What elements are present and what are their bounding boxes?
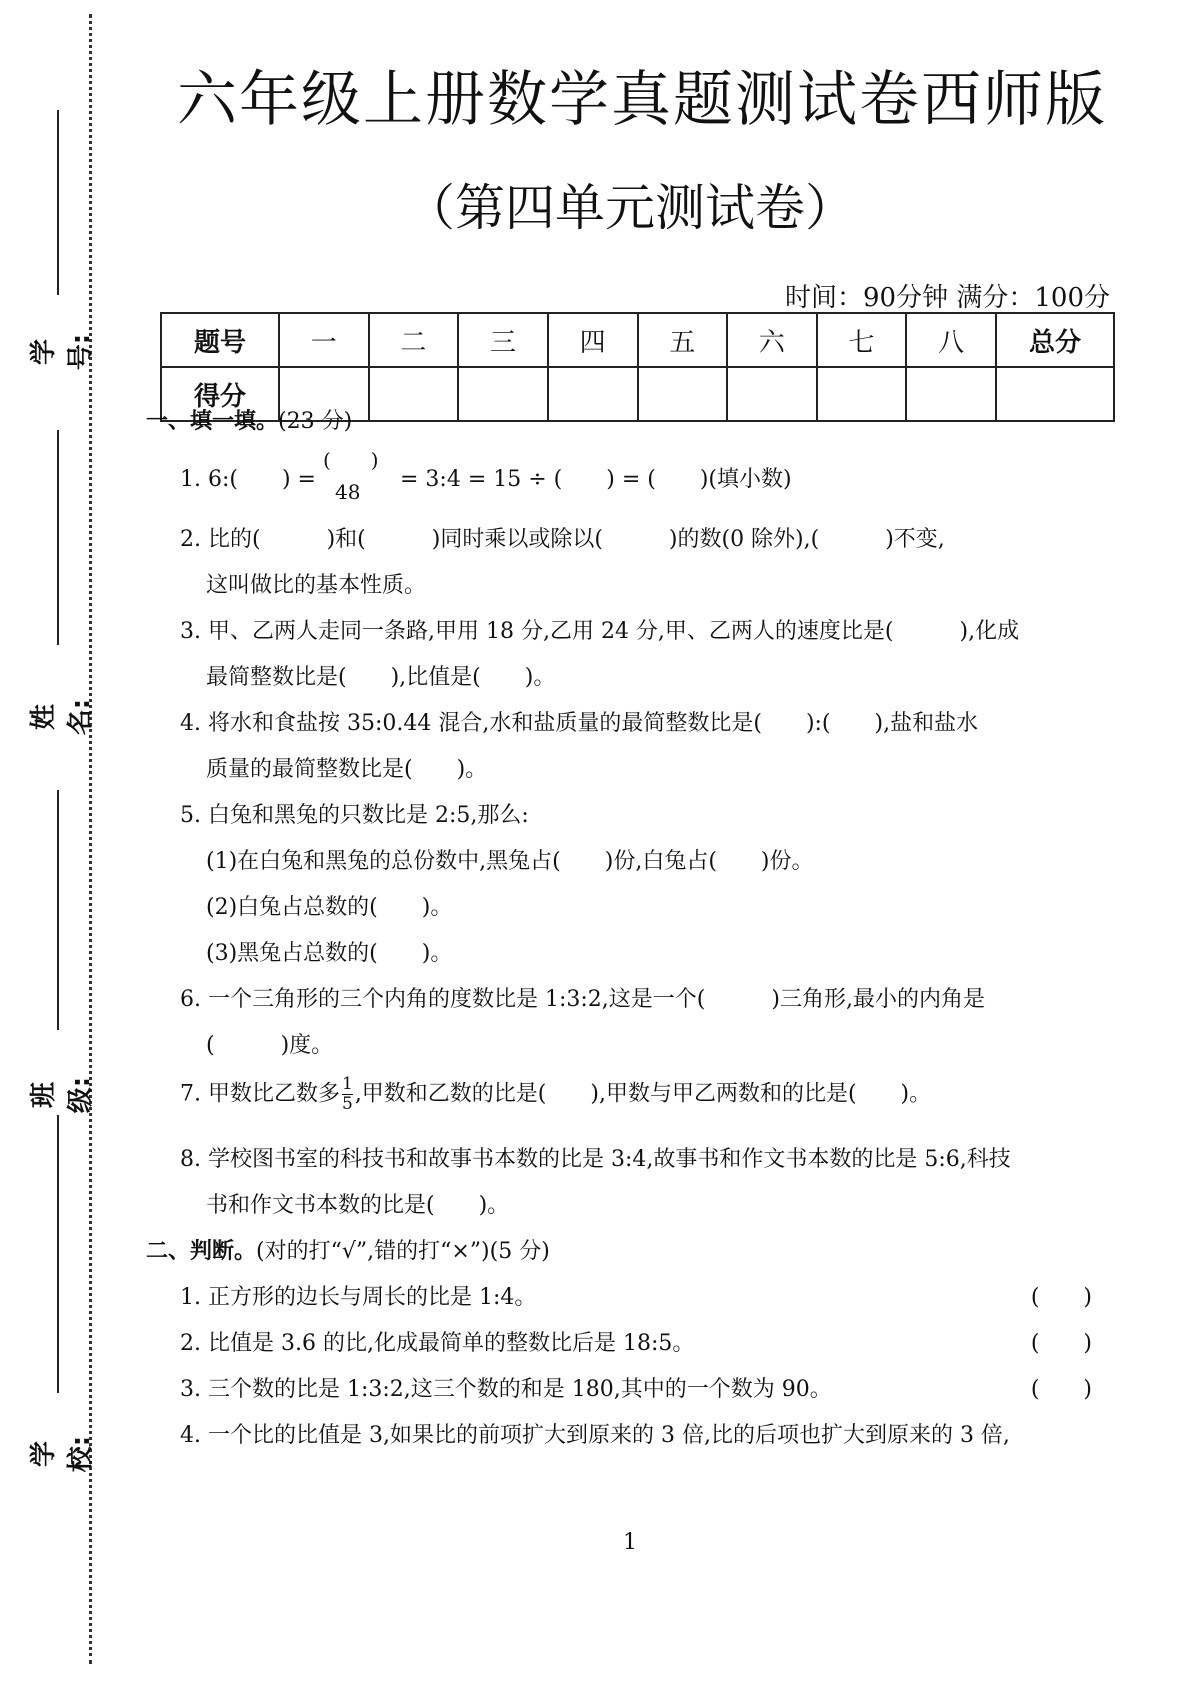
- score-table-cell: 题号: [161, 313, 279, 367]
- score-table-cell: 一: [279, 313, 369, 367]
- student-id-label: 学号:: [29, 333, 96, 371]
- school-label: 学校:: [29, 1435, 96, 1473]
- question-1-5-part-2: (2)白兔占总数的( )。: [206, 895, 453, 920]
- score-input-cell[interactable]: [458, 367, 548, 421]
- question-2-1: [180, 1280, 1100, 1311]
- q2-3-text: 3. 三个数的比是 1:3:2,这三个数的和是 180,其中的一个数为 90。: [180, 1377, 832, 1402]
- question-1-4-line-1: 4. 将水和食盐按 35:0.44 混合,水和盐质量的最简整数比是( ):( ),盐和盐水: [180, 711, 979, 736]
- score-table-cell: 二: [369, 313, 459, 367]
- q1-1-fraction: [323, 448, 393, 504]
- q2-1-text: 1. 正方形的边长与周长的比是 1:4。: [180, 1285, 537, 1310]
- score-input-cell[interactable]: [906, 367, 996, 421]
- section-2-note: (对的打“√”,错的打“×”)(5 分): [256, 1239, 550, 1264]
- q1-7-fraction-numerator: 1: [341, 1074, 353, 1094]
- score-table-cell: 七: [817, 313, 907, 367]
- question-2-4: 4. 一个比的比值是 3,如果比的前项扩大到原来的 3 倍,比的后项也扩大到原来的 3 倍,: [180, 1423, 1010, 1448]
- q2-2-text: 2. 比值是 3.6 的比,化成最简单的整数比后是 18:5。: [180, 1331, 695, 1356]
- question-1-8-line-1: 8. 学校图书室的科技书和故事书本数的比是 3:4,故事书和作文书本数的比是 5:6,科技: [180, 1147, 1011, 1172]
- answer-blank[interactable]: ( ): [1030, 1285, 1092, 1310]
- q1-7-fraction: [342, 1076, 353, 1113]
- question-1-8-line-2: 书和作文书本数的比是( )。: [206, 1193, 510, 1218]
- question-1-5: 5. 白兔和黑兔的只数比是 2:5,那么:: [180, 803, 529, 828]
- class-line[interactable]: [57, 790, 59, 1030]
- school-field: [20, 1115, 100, 1473]
- score-table-cell: 三: [458, 313, 548, 367]
- score-table-cell: 四: [548, 313, 638, 367]
- score-input-cell[interactable]: [727, 367, 817, 421]
- question-1-7: [180, 1076, 1100, 1113]
- name-field: [20, 430, 100, 736]
- name-label: 姓名:: [29, 698, 96, 736]
- section-2-title: 二、判断。: [146, 1239, 257, 1264]
- score-input-cell[interactable]: [548, 367, 638, 421]
- question-1-1: [180, 448, 1100, 504]
- question-1-6-line-1: 6. 一个三角形的三个内角的度数比是 1:3:2,这是一个( )三角形,最小的内角是: [180, 987, 985, 1012]
- q1-1-suffix: = 3:4 = 15 ÷ ( ) = ( )(填小数): [400, 467, 792, 492]
- exam-title: 六年级上册数学真题测试卷西师版: [177, 65, 1107, 135]
- q1-7-suffix: ,甲数和乙数的比是( ),甲数与甲乙两数和的比是( )。: [354, 1081, 932, 1107]
- score-input-cell[interactable]: [369, 367, 459, 421]
- exam-subtitle: （第四单元测试卷）: [405, 179, 855, 237]
- student-id-field: [20, 110, 100, 370]
- section-1-title: 一、填一填。: [146, 409, 279, 434]
- q1-1-fraction-bottom: 48: [335, 480, 361, 504]
- question-1-2-line-2: 这叫做比的基本性质。: [206, 573, 427, 598]
- score-input-cell[interactable]: [817, 367, 907, 421]
- q1-1-prefix: 1. 6:( ) =: [180, 467, 316, 492]
- q1-1-fraction-top: ( ): [323, 448, 379, 472]
- score-table-cell: 八: [906, 313, 996, 367]
- score-table-cell: 总分: [996, 313, 1114, 367]
- answer-blank[interactable]: ( ): [1030, 1377, 1092, 1402]
- class-field: [20, 790, 100, 1114]
- question-1-5-part-1: (1)在白兔和黑兔的总份数中,黑兔占( )份,白兔占( )份。: [206, 849, 814, 874]
- name-line[interactable]: [57, 430, 59, 645]
- q1-7-prefix: 7. 甲数比乙数多: [180, 1081, 340, 1107]
- school-line[interactable]: [57, 1115, 59, 1393]
- section-1-heading: [146, 404, 352, 435]
- section-2-heading: [146, 1234, 550, 1265]
- score-input-cell[interactable]: [996, 367, 1114, 421]
- student-id-line[interactable]: [57, 110, 59, 295]
- section-1-note: (23 分): [278, 409, 353, 434]
- score-table-cell: 五: [638, 313, 728, 367]
- score-input-cell[interactable]: [638, 367, 728, 421]
- question-2-2: [180, 1326, 1100, 1357]
- binding-margin: [0, 0, 110, 1682]
- question-1-4-line-2: 质量的最简整数比是( )。: [206, 757, 488, 782]
- class-label: 班级:: [29, 1076, 96, 1114]
- question-1-6-line-2: ( )度。: [206, 1033, 334, 1058]
- time-info: 时间：90分钟 满分：100分: [785, 283, 1110, 313]
- score-table-cell: 得分: [161, 367, 279, 421]
- question-1-3-line-1: 3. 甲、乙两人走同一条路,甲用 18 分,乙用 24 分,甲、乙两人的速度比是( ),化成: [180, 619, 1020, 644]
- page-number: 1: [623, 1530, 637, 1555]
- question-1-3-line-2: 最简整数比是( ),比值是( )。: [206, 665, 556, 690]
- score-table-header-row: [161, 313, 1114, 367]
- score-table-cell: 六: [727, 313, 817, 367]
- question-1-2-line-1: 2. 比的( )和( )同时乘以或除以( )的数(0 除外),( )不变,: [180, 527, 945, 552]
- answer-blank[interactable]: ( ): [1030, 1331, 1092, 1356]
- question-2-3: [180, 1372, 1100, 1403]
- question-1-5-part-3: (3)黑兔占总数的( )。: [206, 941, 453, 966]
- q1-7-fraction-denominator: 5: [341, 1094, 353, 1114]
